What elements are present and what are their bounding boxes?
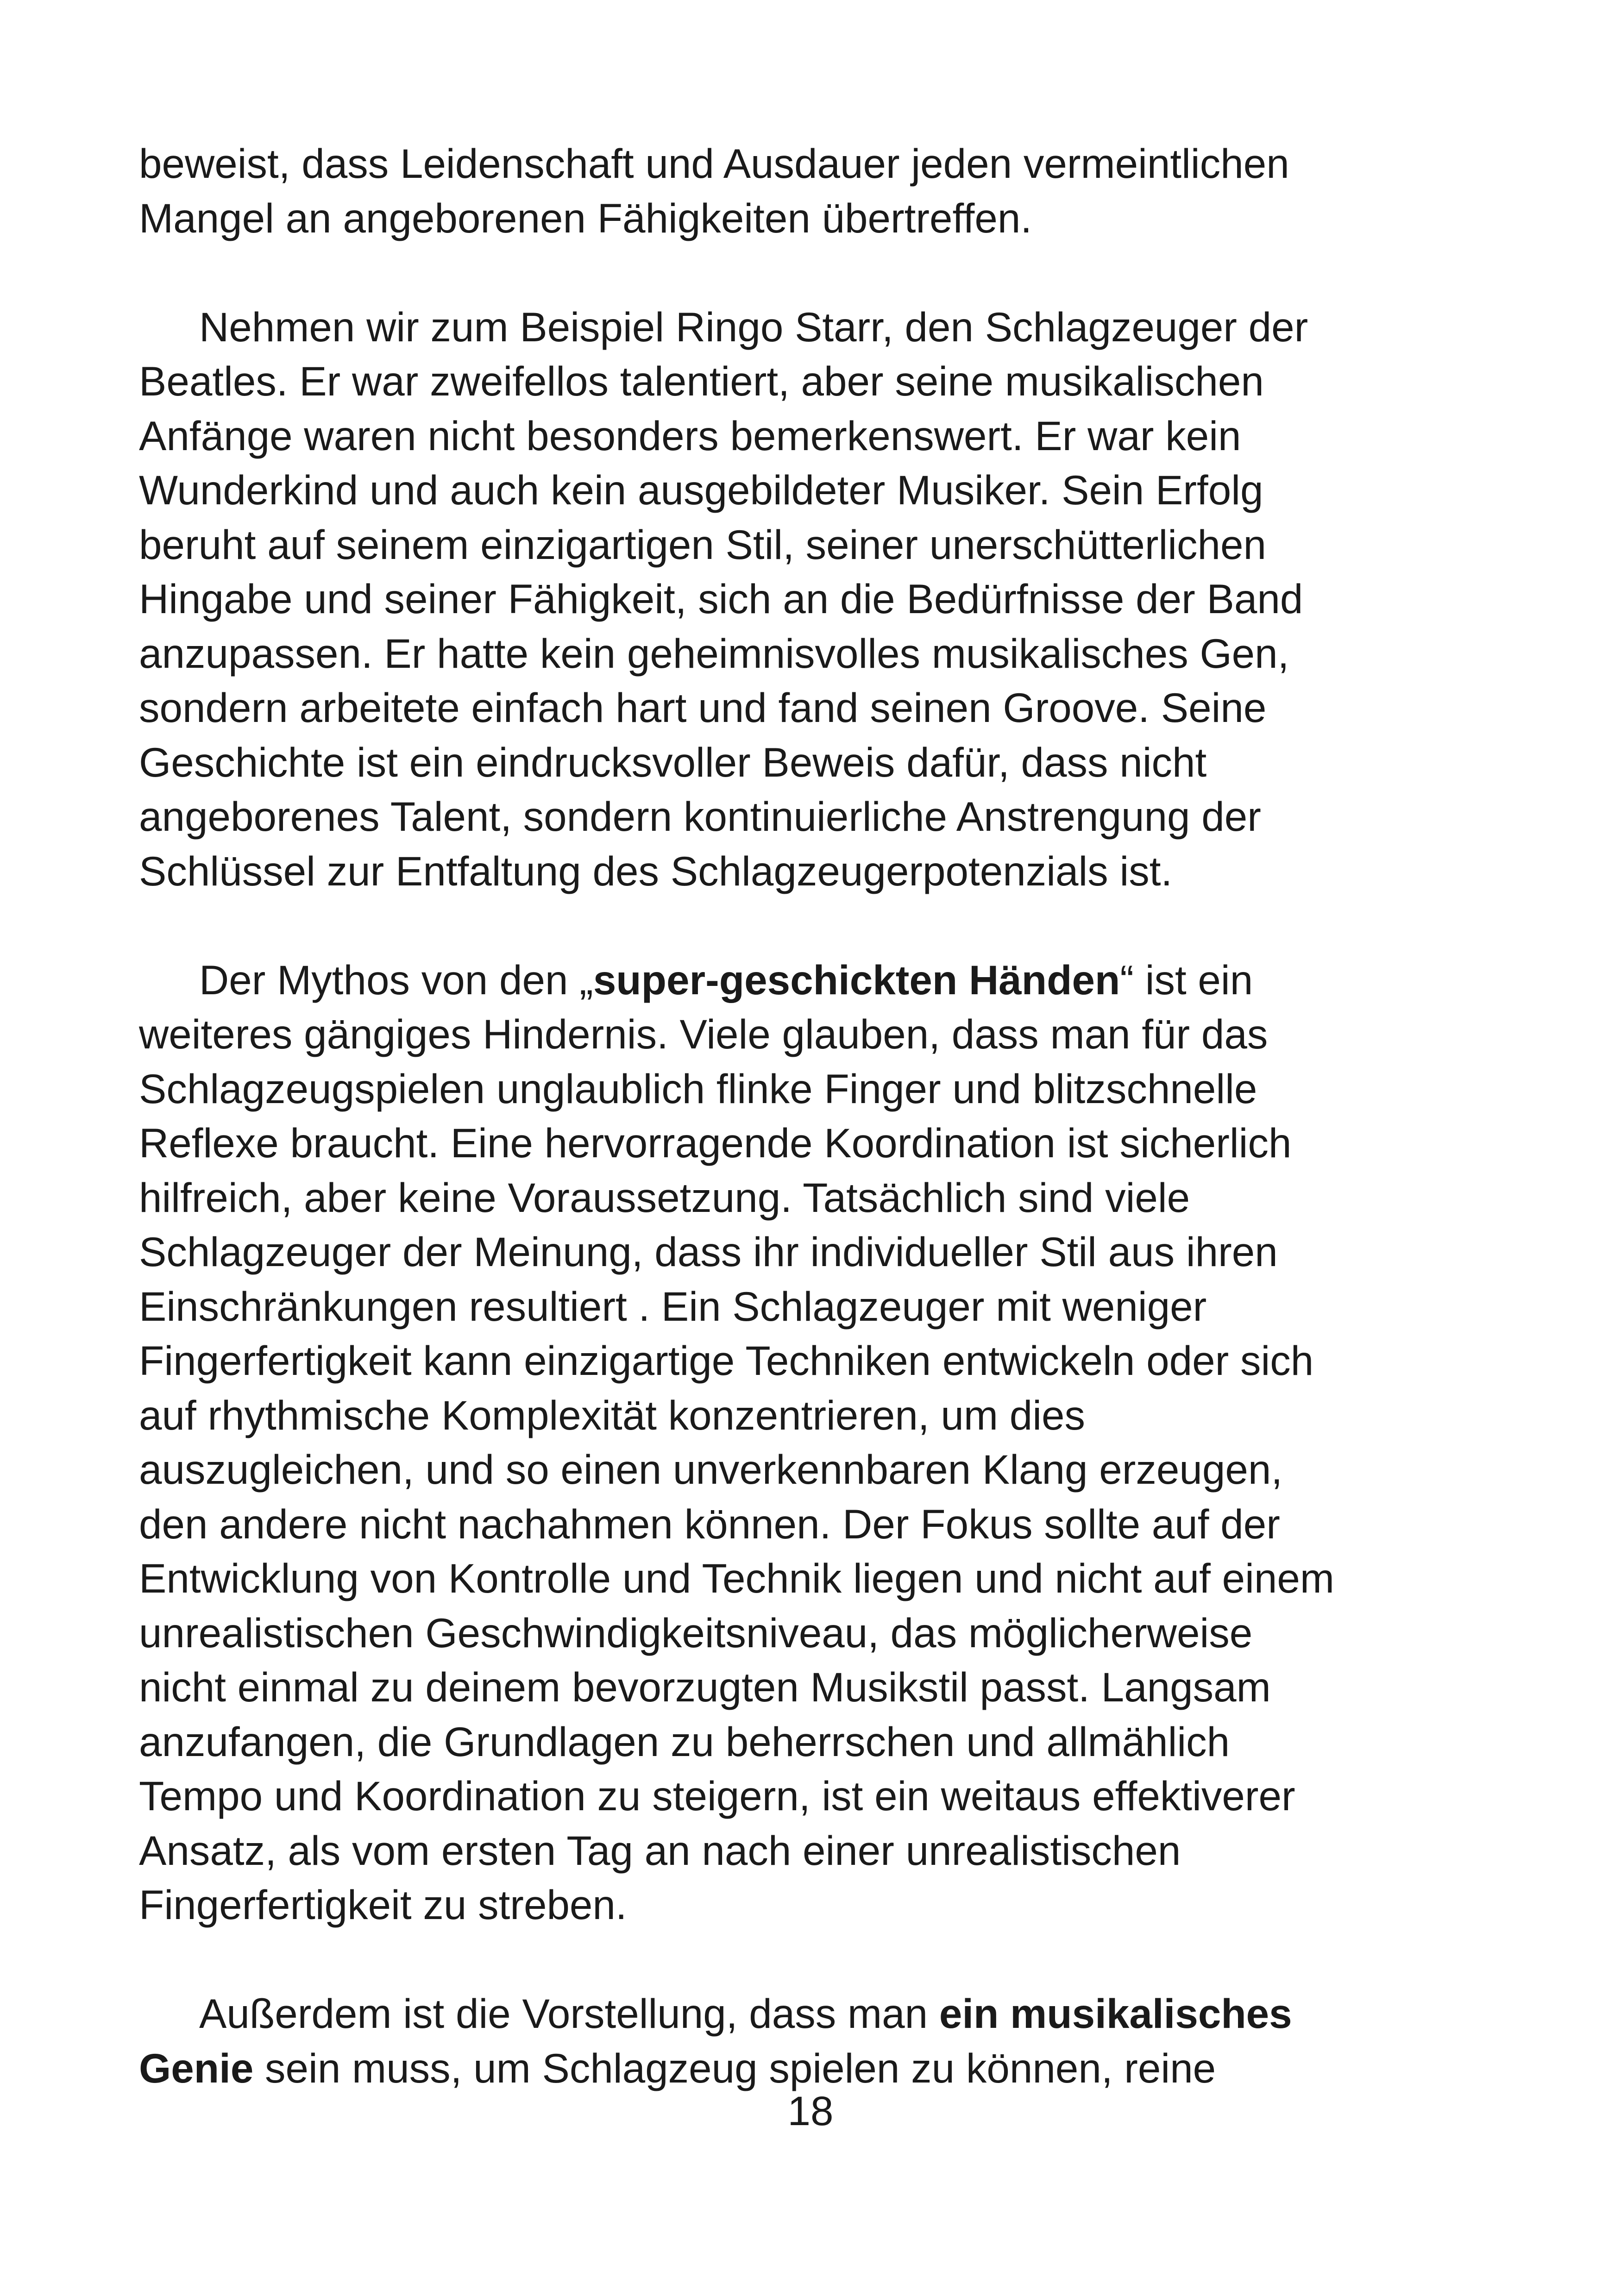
bold-emphasis: super-geschickten Händen [593, 956, 1120, 1003]
paragraph-spacer [139, 898, 1510, 953]
body-text [139, 137, 1510, 2095]
paragraph-ringo-starr: Nehmen wir zum Beispiel Ringo Starr, den Schlagzeuger der Beatles. Er war zweifellos talentiert, aber seine musikalischen Anfänge waren nicht besonders bemerkenswert. Er war kein Wunderkind und auch kein ausgebildeter Musiker. Sein Erfolg beruht auf seinem einzigartigen Stil, seiner unerschütterlichen Hingabe und seiner Fähigkeit, sich an die Bedürfnisse der Band anzupassen. Er hatte kein geheimnisvolles musikalisches Gen, sondern arbeitete einfach hart und fand seinen Groove. Seine Geschichte ist ein eindrucksvoller Beweis dafür, dass nicht angeborenes Talent, sondern kontinuierliche Anstrengung der Schlüssel zur Entfaltung des Schlagzeugerpotenzials ist. [139, 303, 1308, 894]
paragraph-text: sein muss, um Schlagzeug spielen zu können, reine [253, 2045, 1216, 2091]
paragraph-text: “ ist ein weiteres gängiges Hindernis. Viele glauben, dass man für das Schlagzeugspielen unglaublich flinke Finger und blitzschnelle Reflexe braucht. Eine hervorragende Koordination ist sicherlich hilfreich, aber keine Voraussetzung. Tatsächlich sind viele Schlagzeuger der Meinung, dass ihr individueller Stil aus ihren Einschränkungen resultiert . Ein Schlagzeuger mit weniger Fingerfertigkeit kann einzigartige Techniken entwickeln oder sich auf rhythmische Komplexität konzentrieren, um dies auszugleichen, und so einen unverkennbaren Klang erzeugen, den andere nicht nachahmen können. Der Fokus sollte auf der Entwicklung von Kontrolle und Technik liegen und nicht auf einem unrealistischen Geschwindigkeitsniveau, das möglicherweise nicht einmal zu deinem bevorzugten Musikstil passt. Langsam anzufangen, die Grundlagen zu beherrschen und allmählich Tempo und Koordination zu steigern, ist ein weitaus effektiverer Ansatz, als vom ersten Tag an nach einer unrealistischen Fingerfertigkeit zu streben. [139, 956, 1334, 1928]
paragraph-text: Der Mythos von den „ [199, 956, 593, 1003]
paragraph-musikalisches-genie [139, 1987, 1510, 2095]
paragraph-spacer [139, 1932, 1510, 1987]
paragraph-text: Außerdem ist die Vorstellung, dass man [199, 1990, 939, 2037]
paragraph-mythos-haende [139, 953, 1510, 1932]
paragraph-spacer [139, 245, 1510, 300]
page-number: 18 [787, 2088, 834, 2134]
paragraph-continued: beweist, dass Leidenschaft und Ausdauer jeden vermeintlichen Mangel an angeborenen Fähigkeiten übertreffen. [139, 140, 1289, 241]
bold-emphasis: ein musikalisches Genie [139, 1990, 1292, 2091]
